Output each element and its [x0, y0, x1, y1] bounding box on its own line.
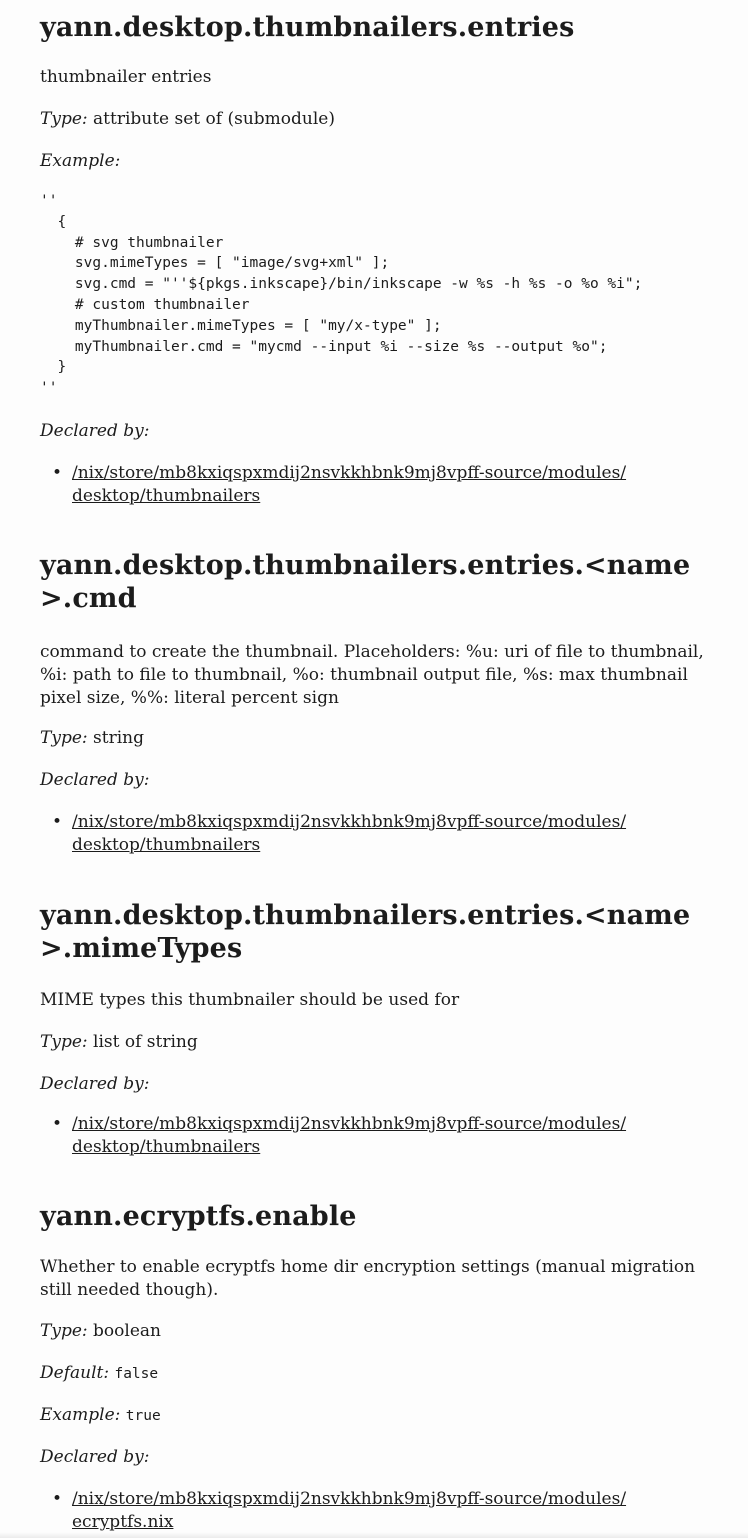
type-value: attribute set of (submodule)	[93, 109, 335, 129]
option-type	[40, 108, 730, 131]
declared-list	[40, 811, 730, 857]
default-value: false	[114, 1366, 159, 1382]
option-example	[40, 1404, 730, 1428]
declared-by-link[interactable]: • /nix/store/mb8kxiqspxmdij2nsvkkhbnk9mj8vpff-source/modules/ ecryptfs.nix	[72, 1489, 627, 1532]
type-label: Type:	[40, 1321, 88, 1341]
list-item	[40, 811, 730, 857]
type-value: boolean	[93, 1321, 161, 1341]
option-description: Whether to enable ecryptfs home dir encryption settings (manual migration still needed though).	[40, 1257, 696, 1300]
bottom-edge-shadow	[0, 1532, 748, 1538]
list-item	[40, 462, 730, 508]
declared-list	[40, 1488, 730, 1534]
type-value: string	[93, 728, 144, 748]
list-item	[40, 1488, 730, 1534]
declared-label: Declared by:	[40, 1447, 150, 1467]
example-value: true	[125, 1408, 161, 1424]
option-type	[40, 1320, 730, 1343]
declared-by-link[interactable]: • /nix/store/mb8kxiqspxmdij2nsvkkhbnk9mj8vpff-source/modules/ desktop/thumbnailers	[72, 812, 627, 855]
option-title: yann.desktop.thumbnailers.entries	[40, 12, 575, 43]
option-description: command to create the thumbnail. Placeholders: %u: uri of file to thumbnail, %i: path to file to thumbnail, %o: thumbnail output file, %s: max thumbnail pixel size, %%: literal percent sign	[40, 642, 704, 708]
example-code-block: '' { # svg thumbnailer svg.mimeTypes = [ "image/svg+xml" ]; svg.cmd = "''${pkgs.inkscape}/bin/inkscape -w %s -h %s -o %o %i"; # custom thumbnailer myThumbnailer.mimeTypes = [ "my/x-type" ]; myThumbnailer.cmd = "mycmd --input %i --size %s --output %o"; } ''	[40, 193, 643, 397]
option-title: yann.desktop.thumbnailers.entries.<name >.cmd	[40, 550, 691, 614]
declared-list	[40, 462, 730, 508]
example-label: Example:	[40, 1405, 121, 1425]
option-title: yann.ecryptfs.enable	[40, 1201, 357, 1232]
option-default	[40, 1362, 730, 1386]
declared-by-link[interactable]: • /nix/store/mb8kxiqspxmdij2nsvkkhbnk9mj8vpff-source/modules/ desktop/thumbnailers	[72, 463, 627, 506]
declared-list	[40, 1113, 730, 1159]
type-value: list of string	[93, 1032, 198, 1052]
declared-label: Declared by:	[40, 421, 150, 441]
type-label: Type:	[40, 728, 88, 748]
option-description: thumbnailer entries	[40, 67, 212, 87]
type-label: Type:	[40, 1032, 88, 1052]
default-label: Default:	[40, 1363, 110, 1383]
type-label: Type:	[40, 109, 88, 129]
option-type	[40, 1031, 730, 1054]
example-label: Example:	[40, 151, 121, 171]
option-type	[40, 727, 730, 750]
option-description: MIME types this thumbnailer should be used for	[40, 990, 460, 1010]
declared-label: Declared by:	[40, 1074, 150, 1094]
declared-by-link[interactable]: • /nix/store/mb8kxiqspxmdij2nsvkkhbnk9mj8vpff-source/modules/ desktop/thumbnailers	[72, 1114, 627, 1157]
declared-label: Declared by:	[40, 770, 150, 790]
list-item	[40, 1113, 730, 1159]
option-title: yann.desktop.thumbnailers.entries.<name >.mimeTypes	[40, 900, 691, 964]
